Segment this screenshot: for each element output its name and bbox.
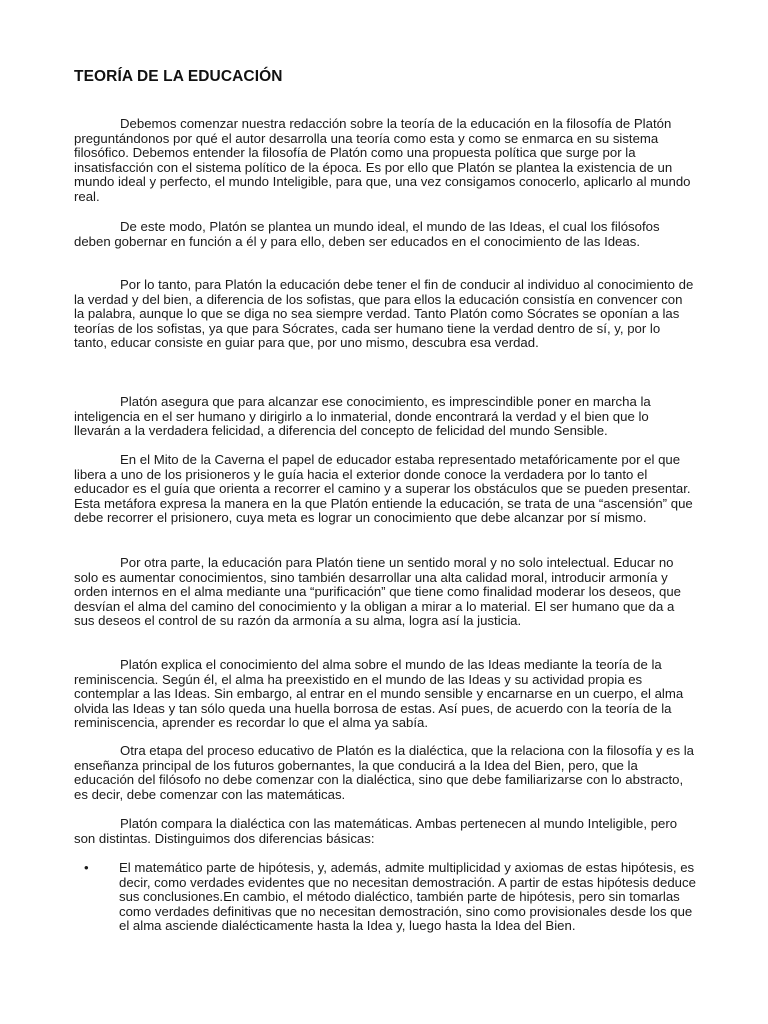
bullet-marker: • — [84, 860, 89, 875]
paragraph-cave-myth: En el Mito de la Caverna el papel de educador estaba representado metafóricamente por el que libera a uno de los prisioneros y le guía hacia el exterior donde conoce la verdadera por lo tanto el educador es el guía que orienta a recorrer el camino y a superar los obstáculos que se pueden presentar. Esta metáfora expresa la manera en la que Platón entiende la educación, se trata de una “ascensión” que debe recorrer el prisionero, cuya meta es lograr un conocimiento que debe alcanzar por sí mismo. — [74, 452, 693, 526]
paragraph-moral-sense: Por otra parte, la educación para Platón tiene un sentido moral y no solo intelectual. Educar no solo es aumentar conocimientos, sino también desarrollar una alta calidad moral, introducir armonía y orden internos en el alma mediante una “purificación” que tiene como finalidad moderar los deseos, que desvían el alma del camino del conocimiento y la obligan a mirar a lo material. El ser humano que da a sus deseos el control de su razón da armonía a su alma, logra así la justicia. — [74, 555, 681, 629]
paragraph-dialectic: Otra etapa del proceso educativo de Platón es la dialéctica, que la relaciona con la filosofía y es la enseñanza principal de los futuros gobernantes, la que conducirá a la Idea del Bien, pero, que la educación del filósofo no debe comenzar con la dialéctica, sino que debe familiarizarse con lo abstracto, es decir, debe comenzar con las matemáticas. — [74, 743, 695, 802]
document-title: TEORÍA DE LA EDUCACIÓN — [74, 68, 283, 85]
paragraph-ideal-world: De este modo, Platón se plantea un mundo ideal, el mundo de las Ideas, el cual los filósofos deben gobernar en función a él y para ello, deben ser educados en el conocimiento de las Ideas. — [74, 219, 660, 249]
paragraph-intro: Debemos comenzar nuestra redacción sobre la teoría de la educación en la filosofía de Platón preguntándonos por qué el autor desarrolla una teoría como esta y como se enmarca en su sistema filosófico. Debemos entender la filosofía de Platón como una propuesta política que surge por la insatisfacción con el sistema político de la época. Es por ello que Platón se plantea la existencia de un mundo ideal y perfecto, el mundo Inteligible, para que, una vez consigamos conocerlo, aplicarlo al mundo real. — [74, 116, 691, 204]
paragraph-comparison: Platón compara la dialéctica con las matemáticas. Ambas pertenecen al mundo Inteligible, pero son distintas. Distinguimos dos diferencias básicas: — [74, 816, 678, 846]
paragraph-truth-and-good: Por lo tanto, para Platón la educación debe tener el fin de conducir al individuo al conocimiento de la verdad y del bien, a diferencia de los sofistas, que para ellos la educación consistía en convencer con la palabra, aunque lo que se diga no sea siempre verdad. Tanto Platón como Sócrates se oponían a las teorías de los sofistas, ya que para Sócrates, cada ser humano tiene la verdad dentro de sí, y, por lo tanto, educar consiste en guiar para que, por uno mismo, descubra esa verdad. — [74, 277, 694, 351]
paragraph-intelligence: Platón asegura que para alcanzar ese conocimiento, es imprescindible poner en marcha la inteligencia en el ser humano y dirigirlo a lo inmaterial, donde encontrará la verdad y el bien que lo llevarán a la verdadera felicidad, a diferencia del concepto de felicidad del mundo Sensible. — [74, 394, 651, 439]
paragraph-reminiscence: Platón explica el conocimiento del alma sobre el mundo de las Ideas mediante la teoría de la reminiscencia. Según él, el alma ha preexistido en el mundo de las Ideas y su actividad propia es contemplar a las Ideas. Sin embargo, al entrar en el mundo sensible y encarnarse en un cuerpo, el alma olvida las Ideas y tan sólo queda una huella borrosa de estas. Así pues, de acuerdo con la teoría de la reminiscencia, aprender es recordar lo que el alma ya sabía. — [74, 657, 684, 731]
bullet-text: El matemático parte de hipótesis, y, además, admite multiplicidad y axiomas de estas hipótesis, es decir, como verdades evidentes que no necesitan demostración. A partir de estas hipótesis deduce sus conclusiones.En cambio, el método dialéctico, también parte de hipótesis, pero sin tomarlas como verdades definitivas que no necesitan demostración, sino como provisionales desde los que el alma asciende dialécticamente hasta la Idea y, luego hasta la Idea del Bien. — [119, 860, 696, 934]
